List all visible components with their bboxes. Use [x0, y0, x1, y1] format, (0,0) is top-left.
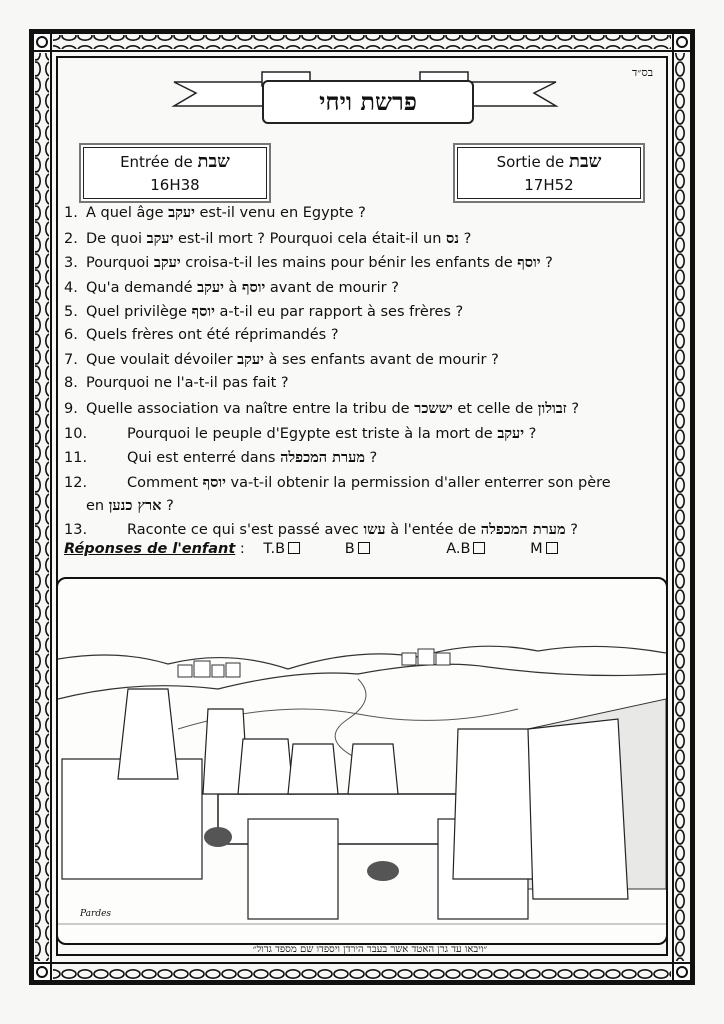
- question-text-part: יעקב: [153, 254, 181, 271]
- question-text-part: Que voulait dévoiler: [86, 352, 238, 368]
- entry-label: Entrée de: [120, 153, 193, 171]
- question-number: 12.: [64, 475, 88, 491]
- checkbox-ab[interactable]: [473, 542, 485, 554]
- question-number: 2.: [64, 231, 78, 247]
- shabbat-entry-box: [79, 143, 271, 203]
- question-text-part: יוסף: [202, 474, 226, 491]
- question-number: 4.: [64, 280, 78, 296]
- question-row: [64, 230, 471, 248]
- corner-mark: בס״ד: [632, 66, 654, 79]
- question-text-part: יעקב: [237, 351, 264, 368]
- question-text-part: ?: [565, 522, 578, 538]
- question-row: [64, 375, 289, 391]
- question-row: [64, 254, 553, 272]
- burial-illustration: [56, 577, 668, 945]
- question-text-part: נס: [446, 230, 459, 247]
- question-text-part: va-t-il obtenir la permission d'aller enterrer son père: [225, 475, 611, 491]
- question-text-part: יעקב: [197, 279, 224, 296]
- question-text-part: Pourquoi: [86, 255, 154, 271]
- question-text-part: מערת המכפלה: [480, 521, 566, 538]
- answer-row: [64, 541, 558, 557]
- question-number: 3.: [64, 255, 78, 271]
- question-text-part: en: [86, 498, 109, 514]
- question-row: [64, 400, 579, 418]
- question-number: 7.: [64, 352, 78, 368]
- question-text-part: ?: [458, 231, 472, 247]
- question-text-part: זבולון: [537, 400, 567, 417]
- question-text-part: à: [223, 280, 243, 296]
- question-text-part: Pourquoi le peuple d'Egypte est triste à la mort de: [127, 426, 498, 442]
- question-text-part: ?: [161, 498, 174, 514]
- question-number: 1.: [64, 205, 78, 221]
- question-number: 6.: [64, 327, 78, 343]
- entry-hebrew: שבת: [197, 151, 230, 172]
- exit-time: 17H52: [524, 176, 574, 194]
- question-text-part: ?: [540, 255, 553, 271]
- checkbox-m[interactable]: [546, 542, 558, 554]
- exit-label: Sortie de: [496, 153, 565, 171]
- question-text-part: יעקב: [146, 230, 174, 247]
- question-number: 10.: [64, 426, 88, 442]
- question-row: [64, 497, 174, 515]
- question-text-part: croisa-t-il les mains pour bénir les enfants de: [180, 255, 518, 271]
- question-text-part: יוסף: [242, 279, 266, 296]
- question-row: [64, 279, 399, 297]
- question-text-part: Qui est enterré dans: [127, 450, 281, 466]
- question-text-part: a-t-il eu par rapport à ses frères ?: [214, 304, 464, 320]
- question-row: [64, 425, 536, 443]
- exit-hebrew: שבת: [569, 151, 602, 172]
- question-text-part: ארץ כנען: [108, 497, 162, 514]
- question-text-part: avant de mourir ?: [265, 280, 399, 296]
- question-text-part: מערת המכפלה: [280, 449, 365, 466]
- question-text-part: יעקב: [497, 425, 525, 442]
- answer-option-b[interactable]: B: [345, 541, 370, 557]
- question-text-part: יוסף: [191, 303, 215, 320]
- question-text-part: Quels frères ont été réprimandés ?: [86, 327, 339, 343]
- question-text-part: ?: [566, 401, 580, 417]
- question-number: 8.: [64, 375, 78, 391]
- artist-signature: Pardes: [80, 909, 112, 919]
- question-text-part: A quel âge: [86, 205, 169, 221]
- question-row: [64, 204, 366, 222]
- entry-time: 16H38: [150, 176, 200, 194]
- question-text-part: Quelle association va naître entre la tribu de: [86, 401, 415, 417]
- question-text-part: Quel privilège: [86, 304, 192, 320]
- question-row: [64, 303, 463, 321]
- question-row: [64, 449, 377, 467]
- question-row: [64, 351, 499, 369]
- question-text-part: Raconte ce qui s'est passé avec: [127, 522, 364, 538]
- question-row: [64, 521, 578, 539]
- question-text-part: De quoi: [86, 231, 147, 247]
- checkbox-b[interactable]: [358, 542, 370, 554]
- answers-colon: :: [239, 541, 245, 557]
- question-text-part: יעקב: [168, 204, 195, 221]
- question-text-part: Comment: [127, 475, 203, 491]
- shabbat-exit-box: [453, 143, 645, 203]
- question-text-part: יוסף: [517, 254, 541, 271]
- parasha-title: פרשת ויחי: [262, 80, 474, 124]
- question-text-part: ?: [524, 426, 537, 442]
- question-number: 11.: [64, 450, 88, 466]
- question-text-part: est-il venu en Egypte ?: [194, 205, 366, 221]
- question-text-part: ?: [364, 450, 378, 466]
- answer-option-ab[interactable]: A.B: [446, 541, 485, 557]
- question-text-part: עשו: [363, 521, 386, 538]
- question-text-part: Qu'a demandé: [86, 280, 198, 296]
- question-text-part: à ses enfants avant de mourir ?: [263, 352, 499, 368]
- answers-label: Réponses de l'enfant: [64, 541, 236, 557]
- question-row: [64, 474, 611, 492]
- answer-option-tb[interactable]: T.B: [263, 541, 300, 557]
- question-text-part: est-il mort ? Pourquoi cela était-il un: [173, 231, 447, 247]
- question-row: [64, 327, 339, 343]
- question-text-part: à l'entée de: [385, 522, 481, 538]
- question-number: 5.: [64, 304, 78, 320]
- question-text-part: Pourquoi ne l'a-t-il pas fait ?: [86, 375, 289, 391]
- question-text-part: et celle de: [452, 401, 538, 417]
- verse-caption: ״ויבאו עד גרן האטד אשר בעבר הירדן ויספדו שם מספד גדול״: [252, 944, 488, 955]
- question-text-part: יששכר: [414, 400, 453, 417]
- question-number: 13.: [64, 522, 88, 538]
- question-number: 9.: [64, 401, 78, 417]
- answer-option-m[interactable]: M: [530, 541, 558, 557]
- checkbox-tb[interactable]: [288, 542, 300, 554]
